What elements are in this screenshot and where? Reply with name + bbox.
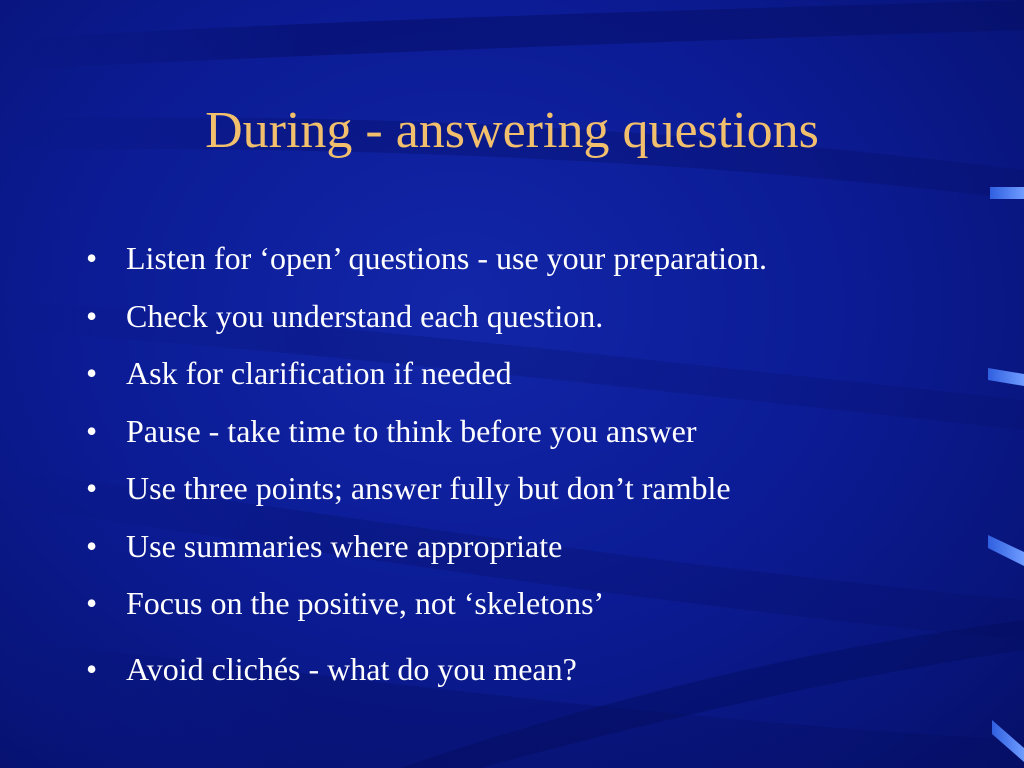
bullet-text: Ask for clarification if needed bbox=[126, 355, 512, 391]
bullet-list bbox=[86, 230, 767, 698]
bullet-item bbox=[86, 641, 767, 699]
bullet-text: Pause - take time to think before you answer bbox=[126, 412, 697, 449]
bullet-icon: • bbox=[86, 355, 98, 391]
bullet-text: Avoid clichés - what do you mean? bbox=[126, 650, 577, 687]
bullet-item bbox=[86, 403, 767, 461]
bullet-item bbox=[86, 518, 767, 576]
bullet-item bbox=[86, 230, 767, 288]
bullet-text: Listen for ‘open’ questions - use your preparation. bbox=[126, 240, 767, 276]
bullet-text: Use summaries where appropriate bbox=[126, 527, 563, 564]
accent-bars bbox=[988, 187, 1024, 762]
bullet-text: Use three points; answer fully but don’t ramble bbox=[126, 470, 731, 506]
bullet-icon: • bbox=[86, 585, 98, 621]
bullet-icon: • bbox=[86, 240, 98, 276]
bullet-item bbox=[86, 288, 767, 346]
bullet-icon: • bbox=[86, 470, 98, 506]
bullet-item bbox=[86, 575, 767, 633]
bullet-icon: • bbox=[86, 527, 98, 564]
bullet-icon: • bbox=[86, 412, 98, 449]
bullet-item bbox=[86, 345, 767, 403]
bullet-text: Check you understand each question. bbox=[126, 297, 604, 334]
bullet-item bbox=[86, 460, 767, 518]
bullet-icon: • bbox=[86, 297, 98, 334]
slide-title: During - answering questions bbox=[205, 102, 819, 159]
bullet-text: Focus on the positive, not ‘skeletons’ bbox=[126, 585, 605, 621]
bullet-icon: • bbox=[86, 650, 98, 687]
